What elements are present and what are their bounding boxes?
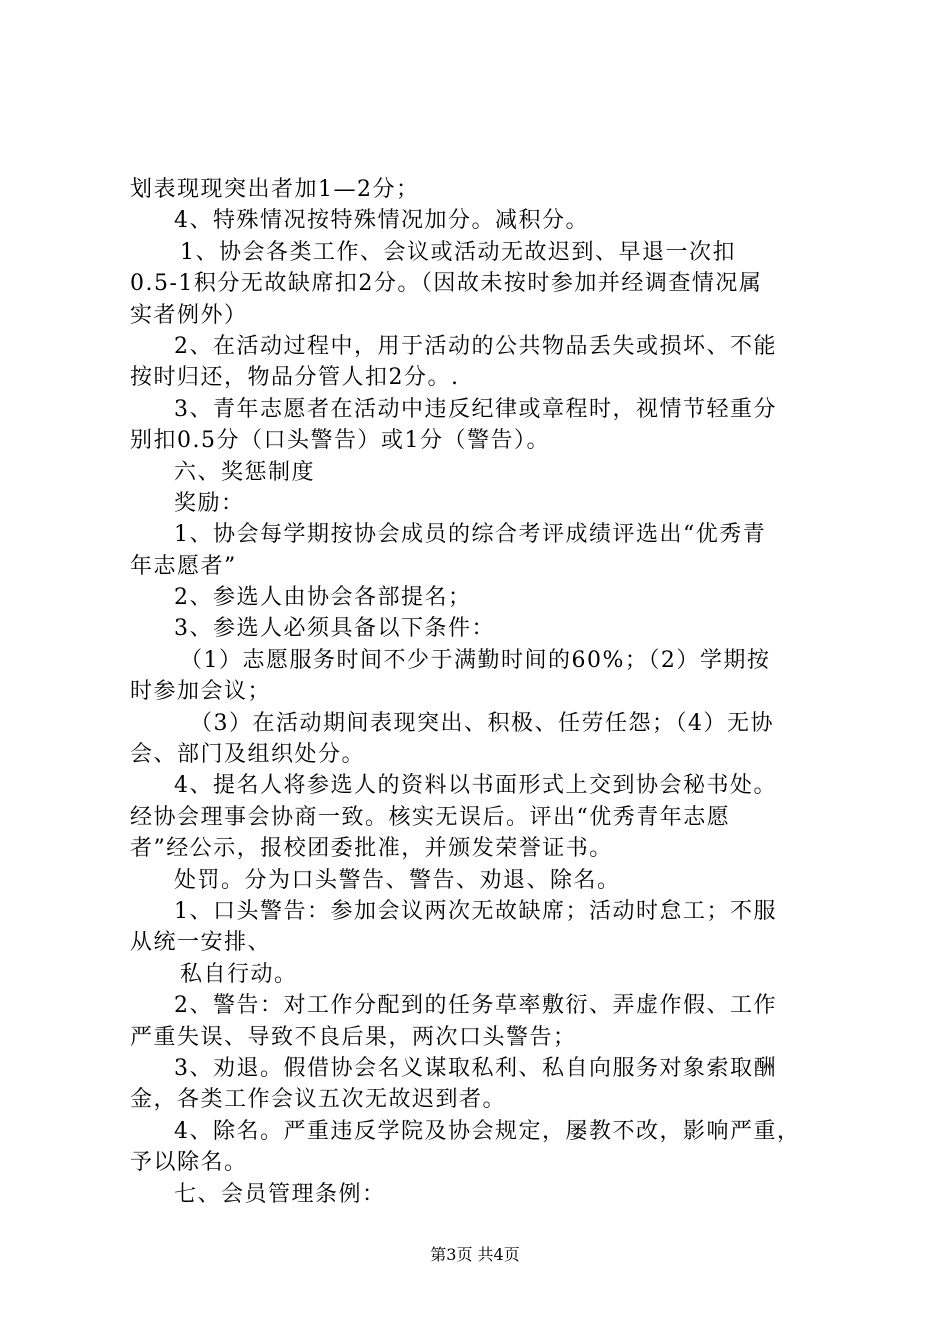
text-line: 处罚。分为口头警告、警告、劝退、除名。 (174, 867, 621, 893)
text-line: 2、参选人由协会各部提名； (174, 585, 472, 611)
text-line: 实者例外） (130, 302, 248, 328)
text-line: 年志愿者” (130, 553, 237, 579)
text-line: 经协会理事会协商一致。核实无误后。评出“优秀青年志愿 (130, 804, 731, 830)
text-line: 划表现现突出者加1—2分； (130, 177, 420, 202)
text-line: 1、协会各类工作、会议或活动无故迟到、早退一次扣 (180, 239, 736, 265)
text-line: 奖励： (174, 490, 245, 516)
text-line: （3）在活动期间表现突出、积极、任劳任怨；（4）无协 (190, 710, 774, 736)
text-line: 七、会员管理条例： (174, 1181, 386, 1207)
text-line: 1、口头警告：参加会议两次无故缺席；活动时怠工；不服 (174, 898, 777, 924)
text-line: 3、青年志愿者在活动中违反纪律或章程时，视情节轻重分 (174, 396, 777, 422)
text-line: 予以除名。 (130, 1150, 248, 1176)
document-body (130, 174, 832, 1210)
text-line: （1）志愿服务时间不少于满勤时间的60%；（2）学期按 (180, 647, 771, 673)
text-line: 六、奖惩制度 (174, 459, 316, 485)
text-line: 会、部门及组织处分。 (130, 742, 366, 768)
text-line: 2、在活动过程中，用于活动的公共物品丢失或损坏、不能 (174, 333, 777, 359)
text-line: 4、除名。严重违反学院及协会规定，屡教不改，影响严重， (174, 1118, 801, 1144)
text-line: 3、劝退。假借协会名义谋取私利、私自向服务对象索取酬 (174, 1055, 777, 1081)
page-footer: 第3页 共4页 (430, 1245, 520, 1264)
text-line: 者”经公示，报校团委批准，并颁发荣誉证书。 (130, 836, 613, 862)
text-line: 0.5-1积分无故缺席扣2分。（因故未按时参加并经调查情况属 (130, 271, 763, 297)
text-line: 4、特殊情况按特殊情况加分。减积分。 (174, 208, 589, 234)
text-line: 按时归还，物品分管人扣2分。. (130, 365, 460, 391)
text-line: 严重失误、导致不良后果，两次口头警告； (130, 1024, 577, 1050)
text-line: 4、提名人将参选人的资料以书面形式上交到协会秘书处。 (174, 773, 777, 799)
text-line: 3、参选人必须具备以下条件： (174, 616, 495, 642)
text-line: 1、协会每学期按协会成员的综合考评成绩评选出“优秀青 (174, 522, 767, 548)
text-line: 金，各类工作会议五次无故迟到者。 (130, 1087, 507, 1113)
text-line: 私自行动。 (180, 961, 298, 987)
text-line: 从统一安排、 (130, 930, 272, 956)
text-line: 2、警告：对工作分配到的任务草率敷衍、弄虚作假、工作 (174, 993, 777, 1019)
text-line: 时参加会议； (130, 679, 272, 705)
text-line: 别扣0.5分（口头警告）或1分（警告）。 (130, 428, 550, 454)
